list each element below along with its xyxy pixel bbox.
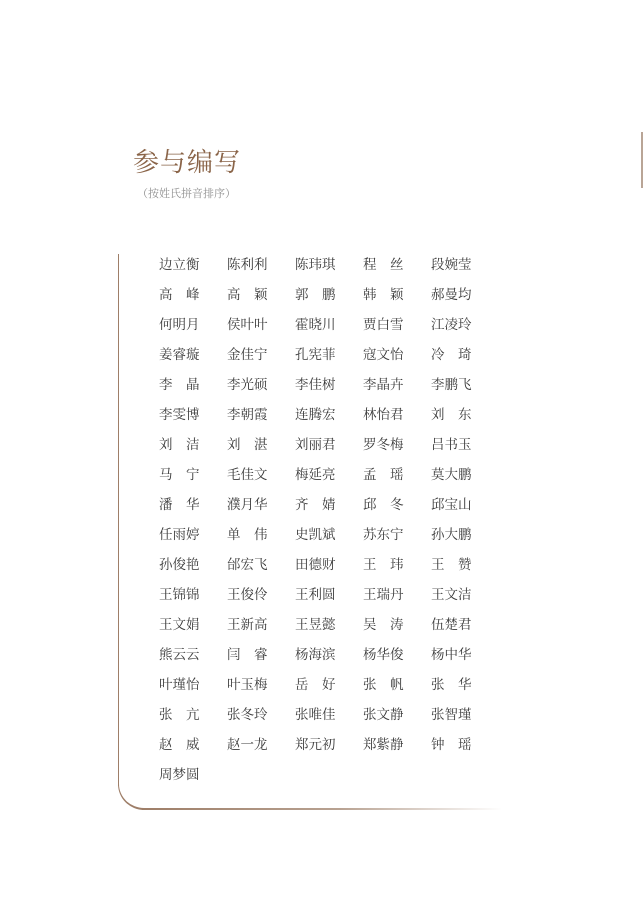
contributor-name: 杨华俊 <box>363 647 404 663</box>
name-row <box>159 460 499 490</box>
contributor-name: 梅延亮 <box>295 467 336 483</box>
contributor-name: 单 伟 <box>227 527 268 543</box>
contributor-name: 冷 琦 <box>431 347 472 363</box>
name-row <box>159 280 499 310</box>
contributor-name: 连腾宏 <box>295 407 336 423</box>
contributor-name: 罗冬梅 <box>363 437 404 453</box>
page-subtitle: （按姓氏拼音排序） <box>137 187 236 200</box>
name-row <box>159 520 499 550</box>
contributor-name: 金佳宁 <box>227 347 268 363</box>
name-row <box>159 730 499 760</box>
contributor-name: 李朝霞 <box>227 407 268 423</box>
contributor-name: 张唯佳 <box>295 707 336 723</box>
contributor-name: 任雨婷 <box>159 527 200 543</box>
name-row <box>159 640 499 670</box>
contributor-name: 程 丝 <box>363 257 404 273</box>
contributor-name: 高 峰 <box>159 287 200 303</box>
contributor-name: 王 赞 <box>431 557 472 573</box>
contributor-name: 邰宏飞 <box>227 557 268 573</box>
contributor-name: 孙俊艳 <box>159 557 200 573</box>
contributor-name: 苏东宁 <box>363 527 404 543</box>
contributor-name: 何明月 <box>159 317 200 333</box>
contributor-name: 杨中华 <box>431 647 472 663</box>
contributor-name: 王文娟 <box>159 617 200 633</box>
contributor-name: 侯叶叶 <box>227 317 268 333</box>
contributor-name: 郑紫静 <box>363 737 404 753</box>
contributor-name: 张冬玲 <box>227 707 268 723</box>
name-row <box>159 310 499 340</box>
contributor-name: 赵一龙 <box>227 737 268 753</box>
contributor-name: 霍晓川 <box>295 317 336 333</box>
contributor-name: 史凯斌 <box>295 527 336 543</box>
contributor-name: 邱宝山 <box>431 497 472 513</box>
name-row <box>159 760 499 790</box>
contributor-name: 邱 冬 <box>363 497 404 513</box>
contributor-name: 王利圆 <box>295 587 336 603</box>
contributor-name: 孔宪菲 <box>295 347 336 363</box>
contributor-name: 李鹏飞 <box>431 377 472 393</box>
name-row <box>159 580 499 610</box>
contributor-name: 王新高 <box>227 617 268 633</box>
contributor-name: 张智瑾 <box>431 707 472 723</box>
contributor-name: 王锦锦 <box>159 587 200 603</box>
contributor-name: 刘 东 <box>431 407 472 423</box>
contributor-name: 周梦圆 <box>159 767 200 783</box>
name-row <box>159 400 499 430</box>
contributor-name: 岳 好 <box>295 677 336 693</box>
frame-corner <box>118 784 144 810</box>
contributor-name: 林怡君 <box>363 407 404 423</box>
contributor-name: 杨海滨 <box>295 647 336 663</box>
contributor-name: 闫 睿 <box>227 647 268 663</box>
contributor-name: 郭 鹏 <box>295 287 336 303</box>
page-title: 参与编写 <box>133 148 242 178</box>
contributor-name: 边立衡 <box>159 257 200 273</box>
contributor-name: 王文洁 <box>431 587 472 603</box>
name-row <box>159 250 499 280</box>
contributor-name: 陈利利 <box>227 257 268 273</box>
contributor-name: 潘 华 <box>159 497 200 513</box>
contributor-name: 王昱懿 <box>295 617 336 633</box>
name-row <box>159 490 499 520</box>
contributor-name: 濮月华 <box>227 497 268 513</box>
name-row <box>159 340 499 370</box>
contributor-name: 李晶卉 <box>363 377 404 393</box>
name-row <box>159 700 499 730</box>
contributor-name: 伍楚君 <box>431 617 472 633</box>
contributor-name: 齐 婧 <box>295 497 336 513</box>
contributor-name: 寇文怡 <box>363 347 404 363</box>
contributor-name: 王 玮 <box>363 557 404 573</box>
contributor-name: 江凌玲 <box>431 317 472 333</box>
contributor-name: 张文静 <box>363 707 404 723</box>
contributor-name: 郑元初 <box>295 737 336 753</box>
contributor-name: 段婉莹 <box>431 257 472 273</box>
contributor-name: 孙大鹏 <box>431 527 472 543</box>
contributor-name: 吴 涛 <box>363 617 404 633</box>
contributor-name: 张 帆 <box>363 677 404 693</box>
contributor-name: 熊云云 <box>159 647 200 663</box>
name-row <box>159 610 499 640</box>
frame-bottom-line <box>142 808 502 810</box>
name-row <box>159 670 499 700</box>
contributor-name: 郝曼均 <box>431 287 472 303</box>
contributor-name: 赵 威 <box>159 737 200 753</box>
contributor-name: 张 华 <box>431 677 472 693</box>
contributor-name: 刘 湛 <box>227 437 268 453</box>
name-list <box>159 250 499 790</box>
contributor-name: 李佳树 <box>295 377 336 393</box>
contributor-name: 刘 洁 <box>159 437 200 453</box>
contributor-name: 莫大鹏 <box>431 467 472 483</box>
name-row <box>159 370 499 400</box>
contributor-name: 吕书玉 <box>431 437 472 453</box>
contributor-name: 贾白雪 <box>363 317 404 333</box>
name-row <box>159 550 499 580</box>
contributor-name: 孟 瑶 <box>363 467 404 483</box>
contributor-name: 马 宁 <box>159 467 200 483</box>
contributor-name: 李 晶 <box>159 377 200 393</box>
contributor-name: 张 亢 <box>159 707 200 723</box>
contributor-name: 毛佳文 <box>227 467 268 483</box>
contributor-name: 刘丽君 <box>295 437 336 453</box>
contributor-name: 陈玮琪 <box>295 257 336 273</box>
contributor-name: 韩 颖 <box>363 287 404 303</box>
frame-left-line <box>118 254 119 786</box>
contributor-name: 高 颖 <box>227 287 268 303</box>
contributor-name: 李光硕 <box>227 377 268 393</box>
contributor-name: 李雯博 <box>159 407 200 423</box>
contributor-name: 叶玉梅 <box>227 677 268 693</box>
contributor-name: 田德财 <box>295 557 336 573</box>
name-row <box>159 430 499 460</box>
contributor-name: 姜睿璇 <box>159 347 200 363</box>
contributor-name: 钟 瑶 <box>431 737 472 753</box>
contributor-name: 叶瑾怡 <box>159 677 200 693</box>
contributor-name: 王俊伶 <box>227 587 268 603</box>
contributor-name: 王瑞丹 <box>363 587 404 603</box>
